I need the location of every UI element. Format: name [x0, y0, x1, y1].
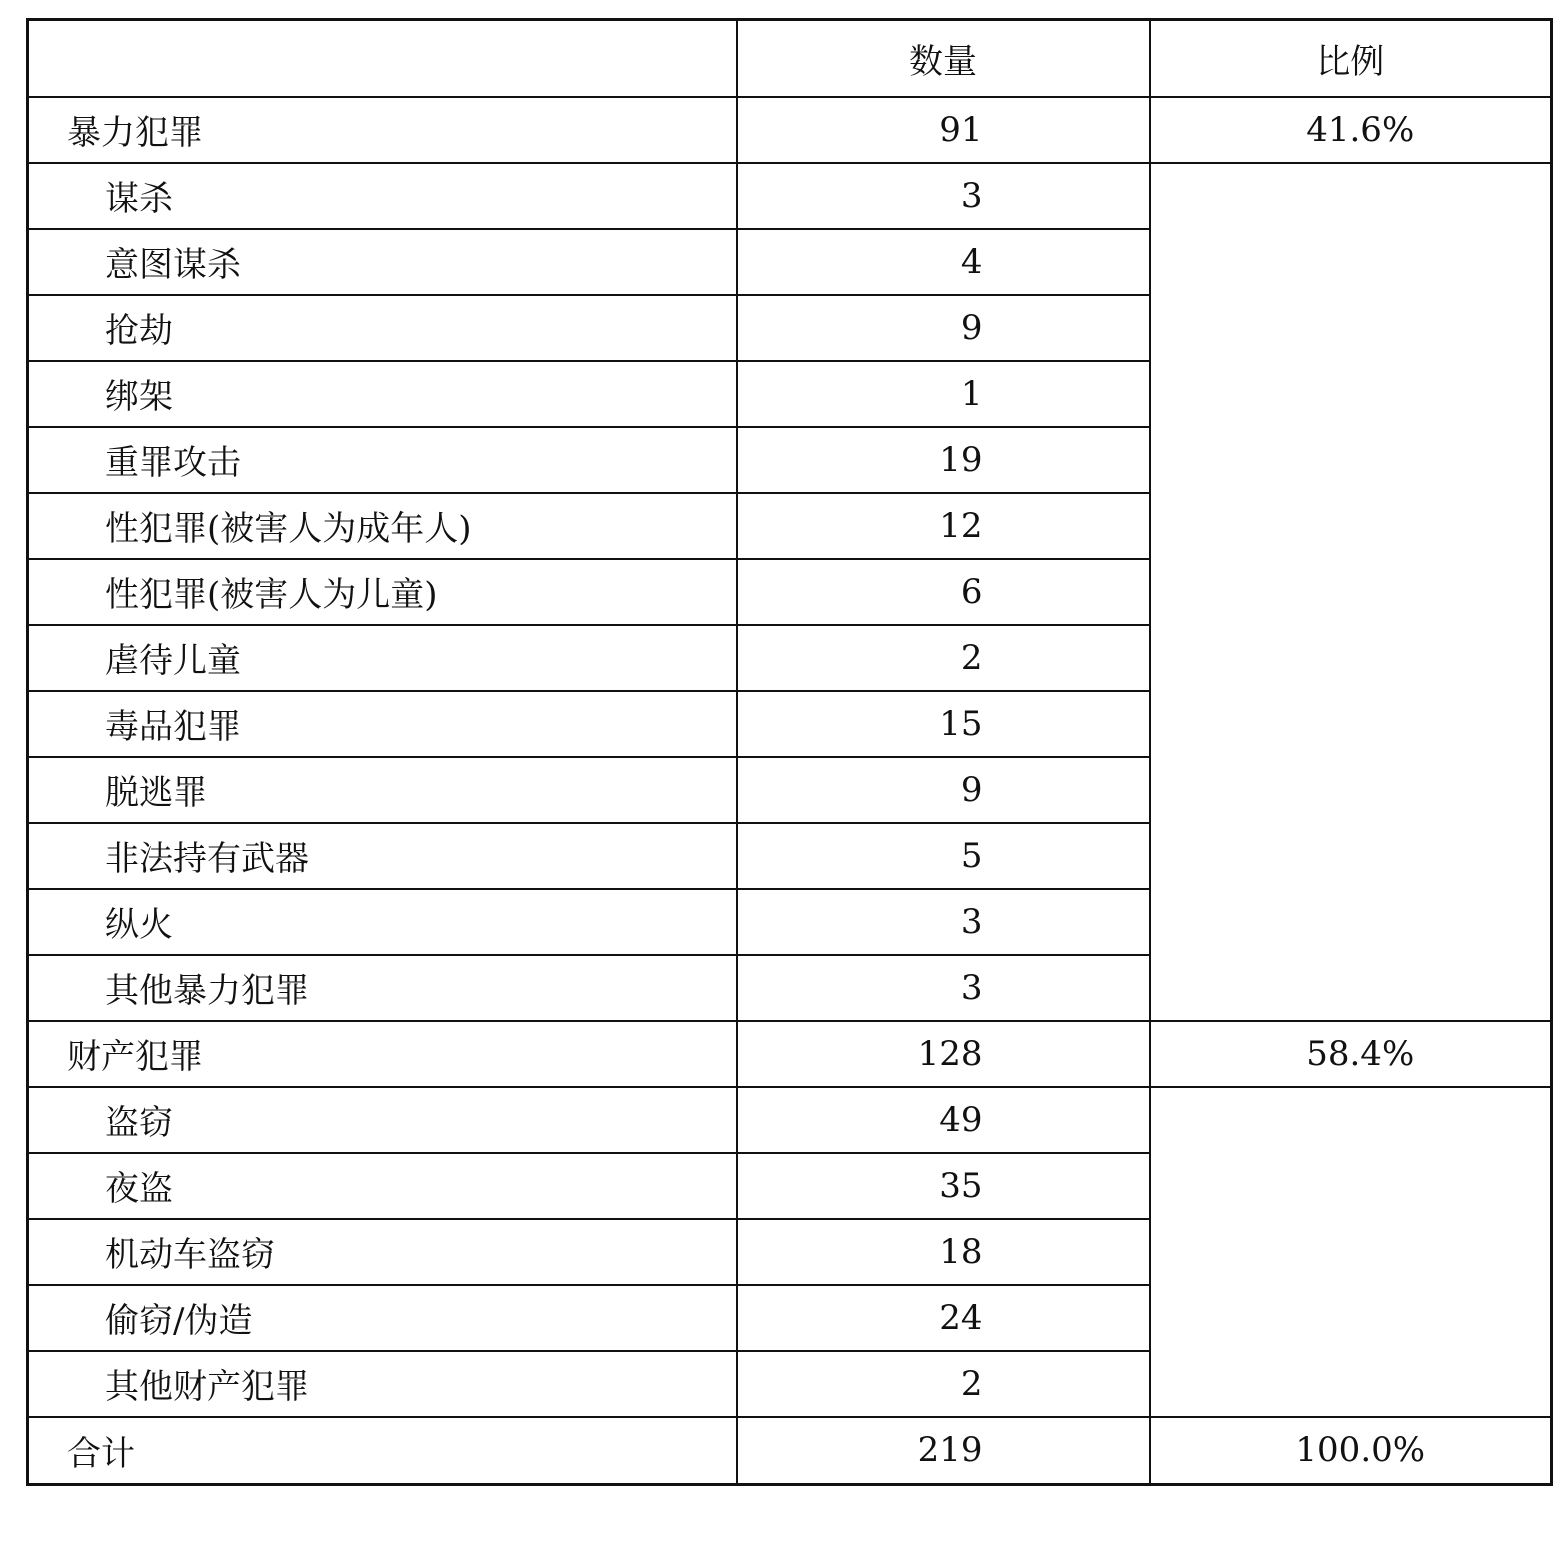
crime-count: 9 [737, 295, 1150, 361]
crime-label: 其他财产犯罪 [28, 1351, 737, 1417]
crime-count: 35 [737, 1153, 1150, 1219]
category-ratio: 41.6% [1150, 97, 1552, 163]
header-ratio: 比例 [1150, 20, 1552, 97]
crime-count: 18 [737, 1219, 1150, 1285]
category-ratio: 58.4% [1150, 1021, 1552, 1087]
crime-count: 1 [737, 361, 1150, 427]
category-count: 91 [737, 97, 1150, 163]
crime-label: 虐待儿童 [28, 625, 737, 691]
crime-label: 谋杀 [28, 163, 737, 229]
crime-count: 49 [737, 1087, 1150, 1153]
category-count: 128 [737, 1021, 1150, 1087]
crime-label: 纵火 [28, 889, 737, 955]
crime-label: 其他暴力犯罪 [28, 955, 737, 1021]
total-label: 合计 [28, 1417, 737, 1485]
crime-count: 3 [737, 955, 1150, 1021]
category-row-property [28, 1021, 1552, 1087]
table-row [28, 1087, 1552, 1153]
crime-label: 机动车盗窃 [28, 1219, 737, 1285]
category-label: 财产犯罪 [28, 1021, 737, 1087]
crime-label: 性犯罪(被害人为儿童) [28, 559, 737, 625]
crime-statistics-table [26, 18, 1553, 1486]
crime-label: 毒品犯罪 [28, 691, 737, 757]
crime-label: 盗窃 [28, 1087, 737, 1153]
total-row [28, 1417, 1552, 1485]
merged-blank-ratio-cell [1150, 1087, 1552, 1417]
crime-count: 12 [737, 493, 1150, 559]
crime-label: 夜盗 [28, 1153, 737, 1219]
category-label: 暴力犯罪 [28, 97, 737, 163]
crime-label: 非法持有武器 [28, 823, 737, 889]
crime-count: 15 [737, 691, 1150, 757]
crime-label: 偷窃/伪造 [28, 1285, 737, 1351]
crime-label: 性犯罪(被害人为成年人) [28, 493, 737, 559]
crime-label: 脱逃罪 [28, 757, 737, 823]
total-ratio: 100.0% [1150, 1417, 1552, 1485]
merged-blank-ratio-cell [1150, 163, 1552, 1021]
table-body [28, 20, 1552, 1485]
crime-count: 9 [737, 757, 1150, 823]
crime-label: 绑架 [28, 361, 737, 427]
crime-count: 6 [737, 559, 1150, 625]
table-row [28, 163, 1552, 229]
crime-label: 意图谋杀 [28, 229, 737, 295]
crime-count: 24 [737, 1285, 1150, 1351]
header-count: 数量 [737, 20, 1150, 97]
crime-count: 2 [737, 1351, 1150, 1417]
category-row-violent [28, 97, 1552, 163]
header-blank-cell [28, 20, 737, 97]
crime-count: 5 [737, 823, 1150, 889]
crime-count: 4 [737, 229, 1150, 295]
crime-count: 2 [737, 625, 1150, 691]
total-count: 219 [737, 1417, 1150, 1485]
crime-count: 3 [737, 889, 1150, 955]
crime-label: 重罪攻击 [28, 427, 737, 493]
crime-label: 抢劫 [28, 295, 737, 361]
header-row [28, 20, 1552, 97]
crime-count: 19 [737, 427, 1150, 493]
crime-count: 3 [737, 163, 1150, 229]
